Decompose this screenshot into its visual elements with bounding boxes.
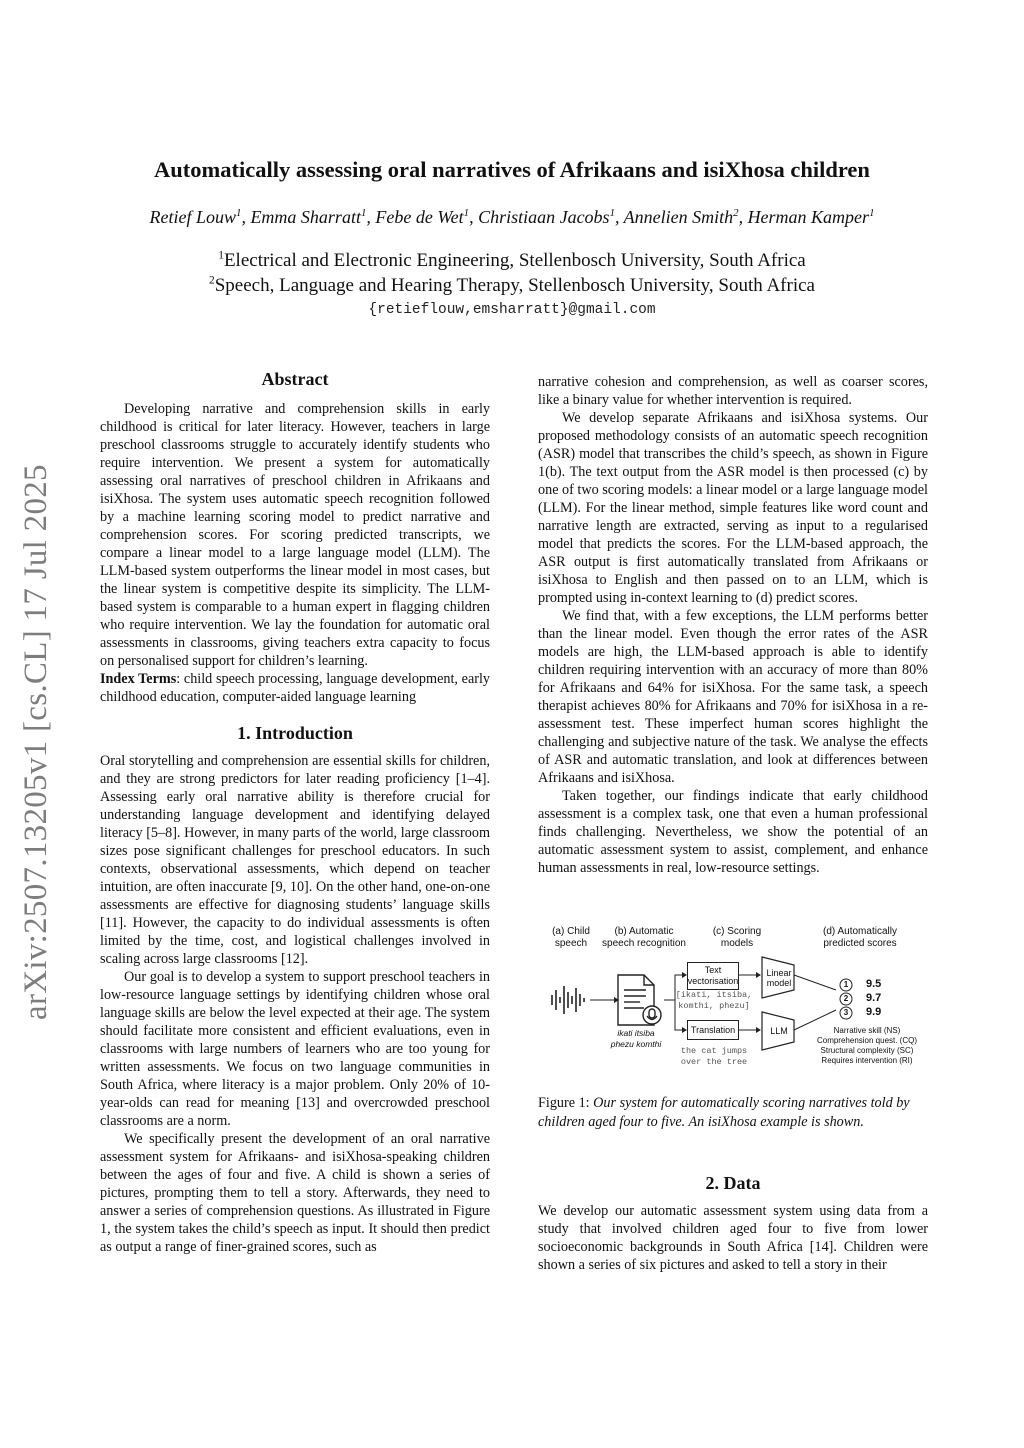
figure-1-caption: Figure 1: Our system for automatically scoring narratives told by children aged four to five. An isiXhosa example is shown. [538, 1095, 910, 1130]
arxiv-identifier: arXiv:2507.13205v1 [cs.CL] 17 Jul 2025 [18, 464, 54, 1020]
stage-label-b: (b) Automatic speech recognition [602, 926, 686, 949]
author: Herman Kamper$^1$ [747, 207, 875, 227]
author: Febe de Wet$^1$ [375, 207, 470, 227]
paper-title: Automatically assessing oral narratives of Afrikaans and isiXhosa children [154, 157, 870, 182]
intro-paragraph: We specifically present the development of an oral narrative assessment system for Afrikaans- and isiXhosa-speaking children between the ages of four and five. A child is shown a series of pictures, prompting them to tell a story. Afterwards, they need to answer a series of comprehension questions. As illustrated in Figure 1, the system takes the child’s speech as input. It should then predict as output a range of finer-grained scores, such as [100, 1131, 490, 1255]
section-heading-introduction: 1. Introduction [237, 723, 353, 743]
score-name: Comprehension quest. (CQ) [816, 1036, 918, 1045]
intro-paragraph: Oral storytelling and comprehension are essential skills for children, and they are strong predictors for later reading proficiency [1–4]. Assessing early oral narrative ability is therefore crucial for understanding language development and identifying delayed literacy [5–8]. However, in many parts of the world, large classroom sizes pose significant challenges for preschool educators. In such contexts, observational assessments, which depend on teacher intuition, are often inaccurate [9, 10]. On the other hand, one-on-one assessments are effective for diagnosing students’ language skills [11]. However, the capacity to do individual assessments is often limited by the time, cost, and logistical challenges involved in scaling across large classrooms [12]. [100, 753, 490, 967]
score-index: 3 [843, 1008, 849, 1017]
author: Emma Sharratt$^1$ [250, 207, 367, 227]
stage-label-a: (a) Child speech [552, 926, 590, 949]
contact-email: {retieflouw,emsharratt}@gmail.com [368, 302, 656, 318]
author: Retief Louw$^1$ [149, 207, 242, 227]
stage-label-d: (d) Automatically predicted scores [823, 926, 897, 949]
stage-label-c: (c) Scoring models [712, 926, 762, 949]
predicted-score: 9.7 [866, 992, 882, 1004]
index-terms: Index Terms: child speech processing, language development, early childhood education, computer-aided language learning [100, 671, 491, 705]
linear-model-label: Linear model [766, 968, 792, 988]
intro-paragraph: Taken together, our findings indicate that early childhood assessment is a complex task, one that even a human professional finds challenging. Nevertheless, we show the potential of an automatic assessment system to assist, complement, and enhance human assessments in real, low-resource settings. [538, 788, 928, 876]
score-index: 1 [843, 980, 849, 989]
right-column [538, 373, 928, 877]
score-name: Narrative skill (NS) [833, 1026, 901, 1035]
transcript-document-icon [618, 975, 661, 1025]
score-name: Requires intervention (RI) [821, 1056, 913, 1065]
predicted-score: 9.9 [866, 1006, 882, 1018]
author: Christiaan Jacobs$^1$ [478, 207, 615, 227]
figure-1-diagram [540, 920, 940, 1085]
score-index: 2 [843, 994, 849, 1003]
author-list: Retief Louw$^1$, Emma Sharratt$^1$, Febe de Wet$^1$, Christiaan Jacobs$^1$, Annelien Smith$^2$, Herman Kamper$^1$ [149, 207, 875, 227]
left-column [100, 370, 490, 1256]
data-section [538, 1174, 928, 1274]
affiliation: $^1$Electrical and Electronic Engineering, Stellenbosch University, South Africa [218, 249, 806, 271]
translation-output: the cat jumps over the tree [680, 1046, 748, 1067]
score-name: Structural complexity (SC) [820, 1046, 914, 1055]
affiliation: $^2$Speech, Language and Hearing Therapy, Stellenbosch University, South Africa [209, 274, 815, 296]
author: Annelien Smith$^2$ [623, 207, 739, 227]
translation-box: Translation [687, 1020, 739, 1040]
intro-paragraph: narrative cohesion and comprehension, as well as coarser scores, like a binary value for whether intervention is required. [538, 374, 928, 408]
intro-paragraph: Our goal is to develop a system to support preschool teachers in low-resource language settings by identifying children whose oral language skills are below the level expected at their age. The system should facilitate more consistent and efficient evaluations, even in classrooms with large numbers of learners who are too young for written assessments. We focus on two language communities in South Africa, where literacy is a major problem. Only 20% of 10-year-olds can read for meaning [13] and overcrowded preschool classrooms are a norm. [100, 969, 490, 1129]
data-paragraph: We develop our automatic assessment system using data from a study that involved children aged four to five from lower socioeconomic backgrounds in South Africa [14]. Children were shown a series of six pictures and asked to tell a story in their [538, 1203, 928, 1273]
abstract-text: Developing narrative and comprehension skills in early childhood is critical for later literacy. However, teachers in large preschool classrooms struggle to accurately identify students who require intervention. We present a system for automatically assessing oral narratives of preschool children in Afrikaans and isiXhosa. The system uses automatic speech recognition followed by a machine learning scoring model to predict narrative and comprehension scores. For scoring predicted transcripts, we compare a linear model to a large language model (LLM). The LLM-based system outperforms the linear model in most cases, but the linear system is competitive despite its simplicity. The LLM-based system is comparable to a human expert in flagging children who require intervention. We lay the foundation for automatic oral assessments in classrooms, giving teachers extra capacity to focus on personalised support for children’s learning. [100, 401, 490, 669]
intro-paragraph: We develop separate Afrikaans and isiXhosa systems. Our proposed methodology consists of an automatic speech recognition (ASR) model that transcribes the child’s speech, as shown in Figure 1(b). The text output from the ASR model is then processed (c) by one of two scoring models: a linear model or a large language model (LLM). For the linear method, simple features like word count and narrative length are extracted, serving as input to a regularised model that predicts the scores. For the LLM-based approach, the ASR output is first automatically translated from Afrikaans or isiXhosa to English and then passed on to an LLM, which is prompted using in-context learning to (d) predict scores. [538, 410, 928, 606]
asr-token-list: [ikati, itsiba, komthi, phezu] [675, 990, 753, 1011]
waveform-icon [552, 986, 584, 1014]
predicted-score: 9.5 [866, 978, 882, 990]
llm-label: LLM [770, 1026, 788, 1036]
abstract-heading: Abstract [261, 369, 329, 389]
section-heading-data: 2. Data [705, 1173, 761, 1193]
asr-transcript: ikati itsiba phezu komthi [610, 1028, 662, 1049]
intro-paragraph: We find that, with a few exceptions, the LLM performs better than the linear model. Even though the error rates of the ASR models are high, the LLM-based approach is able to identify children requiring intervention with an accuracy of more than 80% for Afrikaans and 64% for isiXhosa. For the same task, a speech therapist achieves 80% for Afrikaans and 70% for isiXhosa in a re-assessment test. These imperfect human scores highlight the challenging and subjective nature of the task. We analyse the effects of ASR and automatic translation, and look at differences between Afrikaans and isiXhosa. [538, 608, 928, 786]
text-vectorisation-box: Text vectorisation [687, 962, 739, 990]
